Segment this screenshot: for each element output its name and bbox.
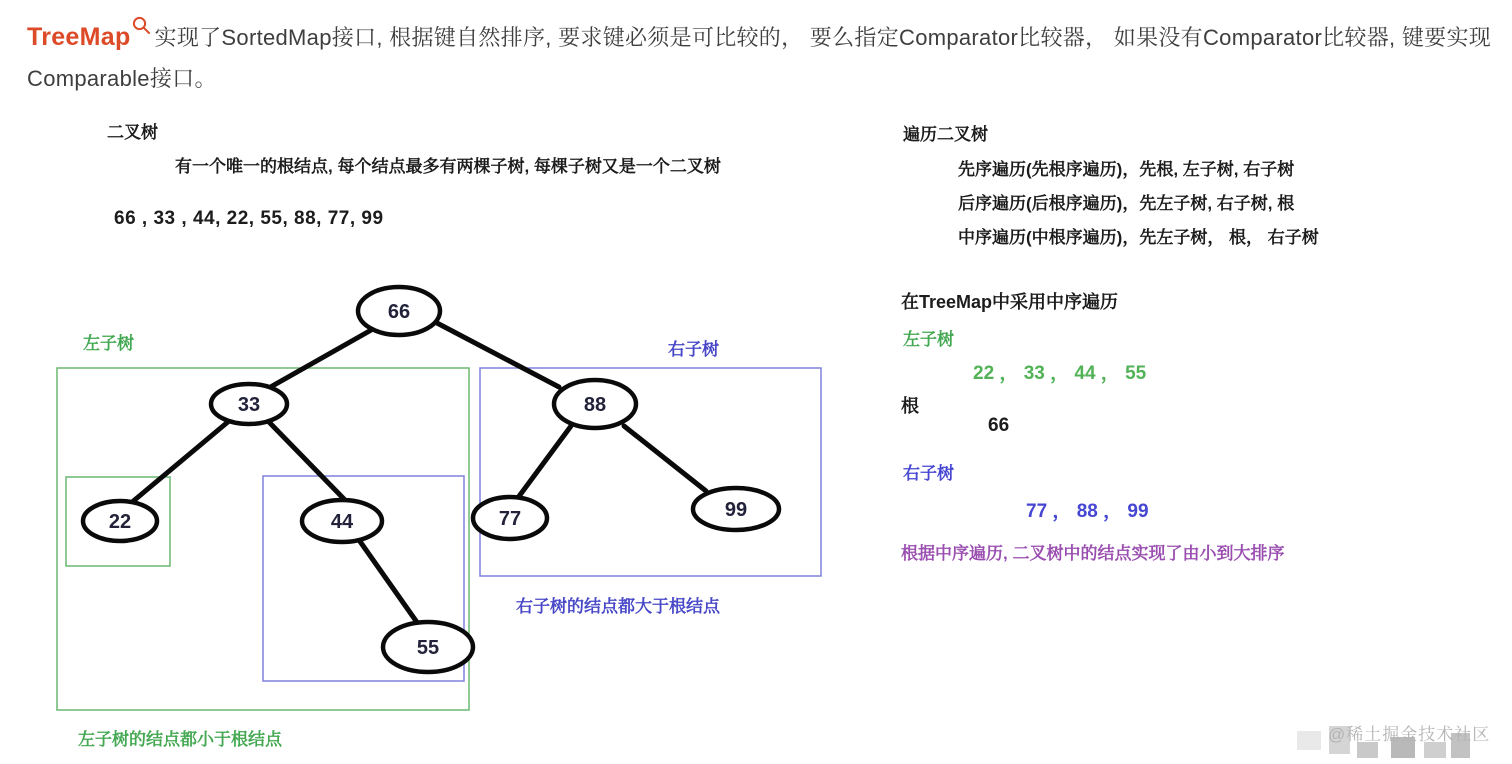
traversal-line-postorder: 后序遍历(后根序遍历)，先左子树, 右子树, 根 — [958, 194, 1295, 213]
binary-tree-heading: 二叉树 — [107, 123, 158, 142]
inorder-root-value: 66 — [988, 415, 1010, 436]
right-subtree-box — [480, 368, 821, 576]
node-55-label: 55 — [416, 637, 440, 659]
node-66-label: 66 — [387, 301, 411, 323]
inorder-usage-heading: 在TreeMap中采用中序遍历 — [901, 292, 1119, 312]
right-subtree-caption: 右子树的结点都大于根结点 — [516, 597, 720, 616]
inorder-right-label: 右子树 — [903, 464, 954, 483]
binary-tree-description: 有一个唯一的根结点, 每个结点最多有两棵子树, 每棵子树又是一个二叉树 — [175, 157, 721, 176]
inorder-left-values: 22 ， 33 ， 44 ， 55 — [973, 363, 1147, 384]
node-22-label: 22 — [108, 511, 132, 533]
node-99-label: 99 — [724, 499, 748, 521]
page-title: TreeMap — [27, 23, 131, 51]
edge-33-22 — [131, 421, 229, 503]
traversal-line-inorder: 中序遍历(中根序遍历)，先左子树， 根， 右子树 — [958, 228, 1319, 247]
edge-88-77 — [517, 426, 571, 499]
watermark-text: @稀土掘金技术社区 — [1328, 725, 1491, 744]
inorder-root-label: 根 — [901, 396, 919, 416]
edge-88-99 — [624, 426, 706, 491]
traversal-line-preorder: 先序遍历(先根序遍历)，先根, 左子树, 右子树 — [958, 160, 1295, 179]
inorder-right-values: 77 ， 88 ， 99 — [1026, 501, 1149, 522]
intro-text: 实现了SortedMap接口, 根据键自然排序, 要求键必须是可比较的， 要么指定Comparator比较器， 如果没有Comparator比较器, 键要实现Comparable接口。 — [27, 25, 1492, 91]
edge-33-44 — [268, 421, 344, 499]
edge-44-55 — [359, 540, 421, 628]
right-subtree-label: 右子树 — [668, 340, 719, 359]
traversal-heading: 遍历二叉树 — [903, 125, 988, 144]
node-33-label: 33 — [237, 394, 261, 416]
left-subtree-label: 左子树 — [83, 334, 134, 353]
edge-66-33 — [267, 329, 373, 389]
node-44-label: 44 — [330, 511, 354, 533]
inorder-left-label: 左子树 — [903, 330, 954, 349]
node-88-label: 88 — [583, 394, 607, 416]
number-sequence: 66 , 33 , 44, 22, 55, 88, 77, 99 — [114, 208, 384, 229]
watermark-block-0 — [1297, 731, 1321, 750]
inorder-conclusion: 根据中序遍历, 二叉树中的结点实现了由小到大排序 — [901, 544, 1285, 563]
node-77-label: 77 — [498, 508, 522, 530]
edge-66-88 — [437, 323, 559, 387]
left-subtree-caption: 左子树的结点都小于根结点 — [78, 730, 282, 749]
